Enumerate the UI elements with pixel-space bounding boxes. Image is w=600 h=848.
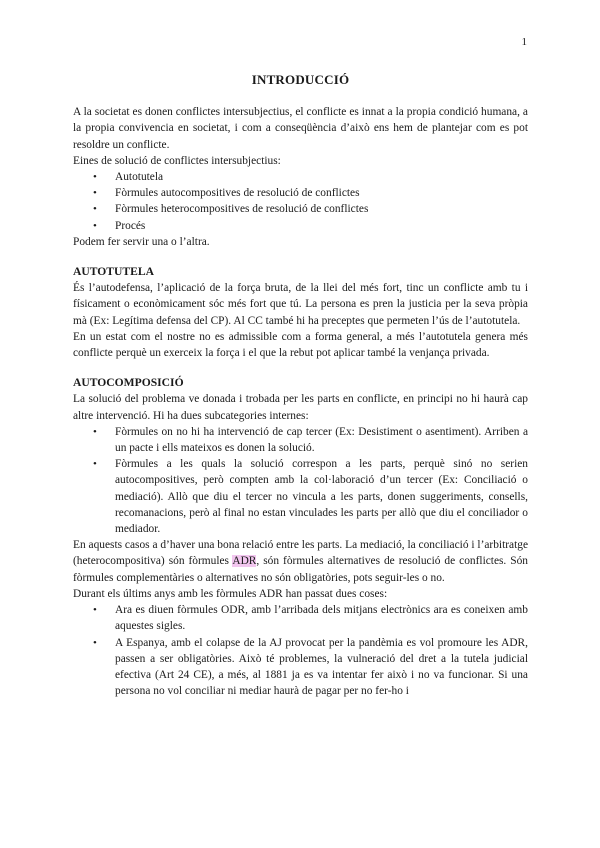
document-body: [73, 72, 528, 699]
intro-tools-list: [73, 169, 528, 234]
list-item: • Fòrmules heterocompositives de resolució de conflictes: [115, 201, 528, 217]
list-item: • Ara es diuen fòrmules ODR, amb l’arribada dels mitjans electrònics ara es coneixen amb aquestes sigles.: [115, 602, 528, 634]
adr-changes-list: [73, 602, 528, 699]
autocomposicio-paragraph-2: [73, 537, 528, 586]
document-title: INTRODUCCIÓ: [251, 72, 350, 87]
autotutela-paragraph-2: En un estat com el nostre no es admissible com a forma general, a més l’autotutela genera més conflicte perquè un exerceix la força i el que la rebut pot aplicar també la venjança privada.: [73, 330, 528, 360]
list-item: • Procés: [115, 218, 528, 234]
list-item: • A Espanya, amb el colapse de la AJ provocat per la pandèmia es vol promoure les ADR, passen a ser obligatòries. Això té problemes, la vulneració del dret a la tutela judicial efectiva (Art 24 CE), a més, al 1881 ja es va intentar fer això i no va funcionar. Si una persona no vol conciliar ni mediar haurà de pagar per no fer-ho i: [115, 635, 528, 700]
intro-tools-label: Eines de solució de conflictes intersubjectius:: [73, 154, 281, 167]
autocomposicio-paragraph-1: La solució del problema ve donada i trobada per les parts en conflicte, en principi no hi haurà cap altre intervenció. Hi ha dues subcategories internes:: [73, 393, 528, 422]
autotutela-paragraph-1: És l’autodefensa, l’aplicació de la força bruta, de la llei del més fort, tinc un conflicte amb tu i físicament o econòmicament sóc més fort que tú. La persona es pren la justicia per la seva pròpia mà (Ex: Legítima defensa del CP). Al CC també hi ha preceptes que permeten l’ús de l’autotutela.: [73, 282, 528, 327]
section-heading-autocomposicio: AUTOCOMPOSICIÓ: [73, 376, 184, 390]
page-number: 1: [521, 36, 527, 48]
intro-closing-paragraph: Podem fer servir una o l’altra.: [73, 235, 210, 248]
autocomposicio-subcategories-list: [73, 424, 528, 537]
text-segment: , són fòrmules alternatives de resolució de conflictes. Són fòrmules complementàries o alternatives no són obligatòries, pots seguir-les o no.: [73, 555, 528, 584]
autocomposicio-paragraph-3: Durant els últims anys amb les fòrmules ADR han passat dues coses:: [73, 587, 388, 600]
intro-paragraph: A la societat es donen conflictes intersubjectius, el conflicte es innat a la propia condició humana, a la propia convivencia en societat, i com a conseqüència d’això ens hem de plantejar com es pot resoldre un conflicte.: [73, 106, 528, 151]
section-heading-autotutela: AUTOTUTELA: [73, 265, 154, 279]
text-segment: En aquests casos a d’haver una bona relació entre les parts. La mediació, la conciliació i l’arbitratge (heterocompositiva) són fòrmules: [73, 539, 528, 568]
list-item: • Fòrmules a les quals la solució correspon a les parts, perquè sinó no serien autocompositives, però compten amb la col·laboració d’un tercer (Ex: Conciliació o mediació). Allò que diu el tercer no vincula a les parts, donen suggeriments, consells, recomanacions, però al final no estan vinculades les parts per allò que diu el conciliador o mediador.: [115, 456, 528, 537]
list-item: • Fòrmules autocompositives de resolució de conflictes: [115, 185, 528, 201]
highlighted-text: ADR: [232, 555, 257, 568]
list-item: • Fòrmules on no hi ha intervenció de cap tercer (Ex: Desistiment o asentiment). Arriben a un pacte i ells mateixos es donen la solució.: [115, 424, 528, 456]
list-item: • Autotutela: [115, 169, 528, 185]
